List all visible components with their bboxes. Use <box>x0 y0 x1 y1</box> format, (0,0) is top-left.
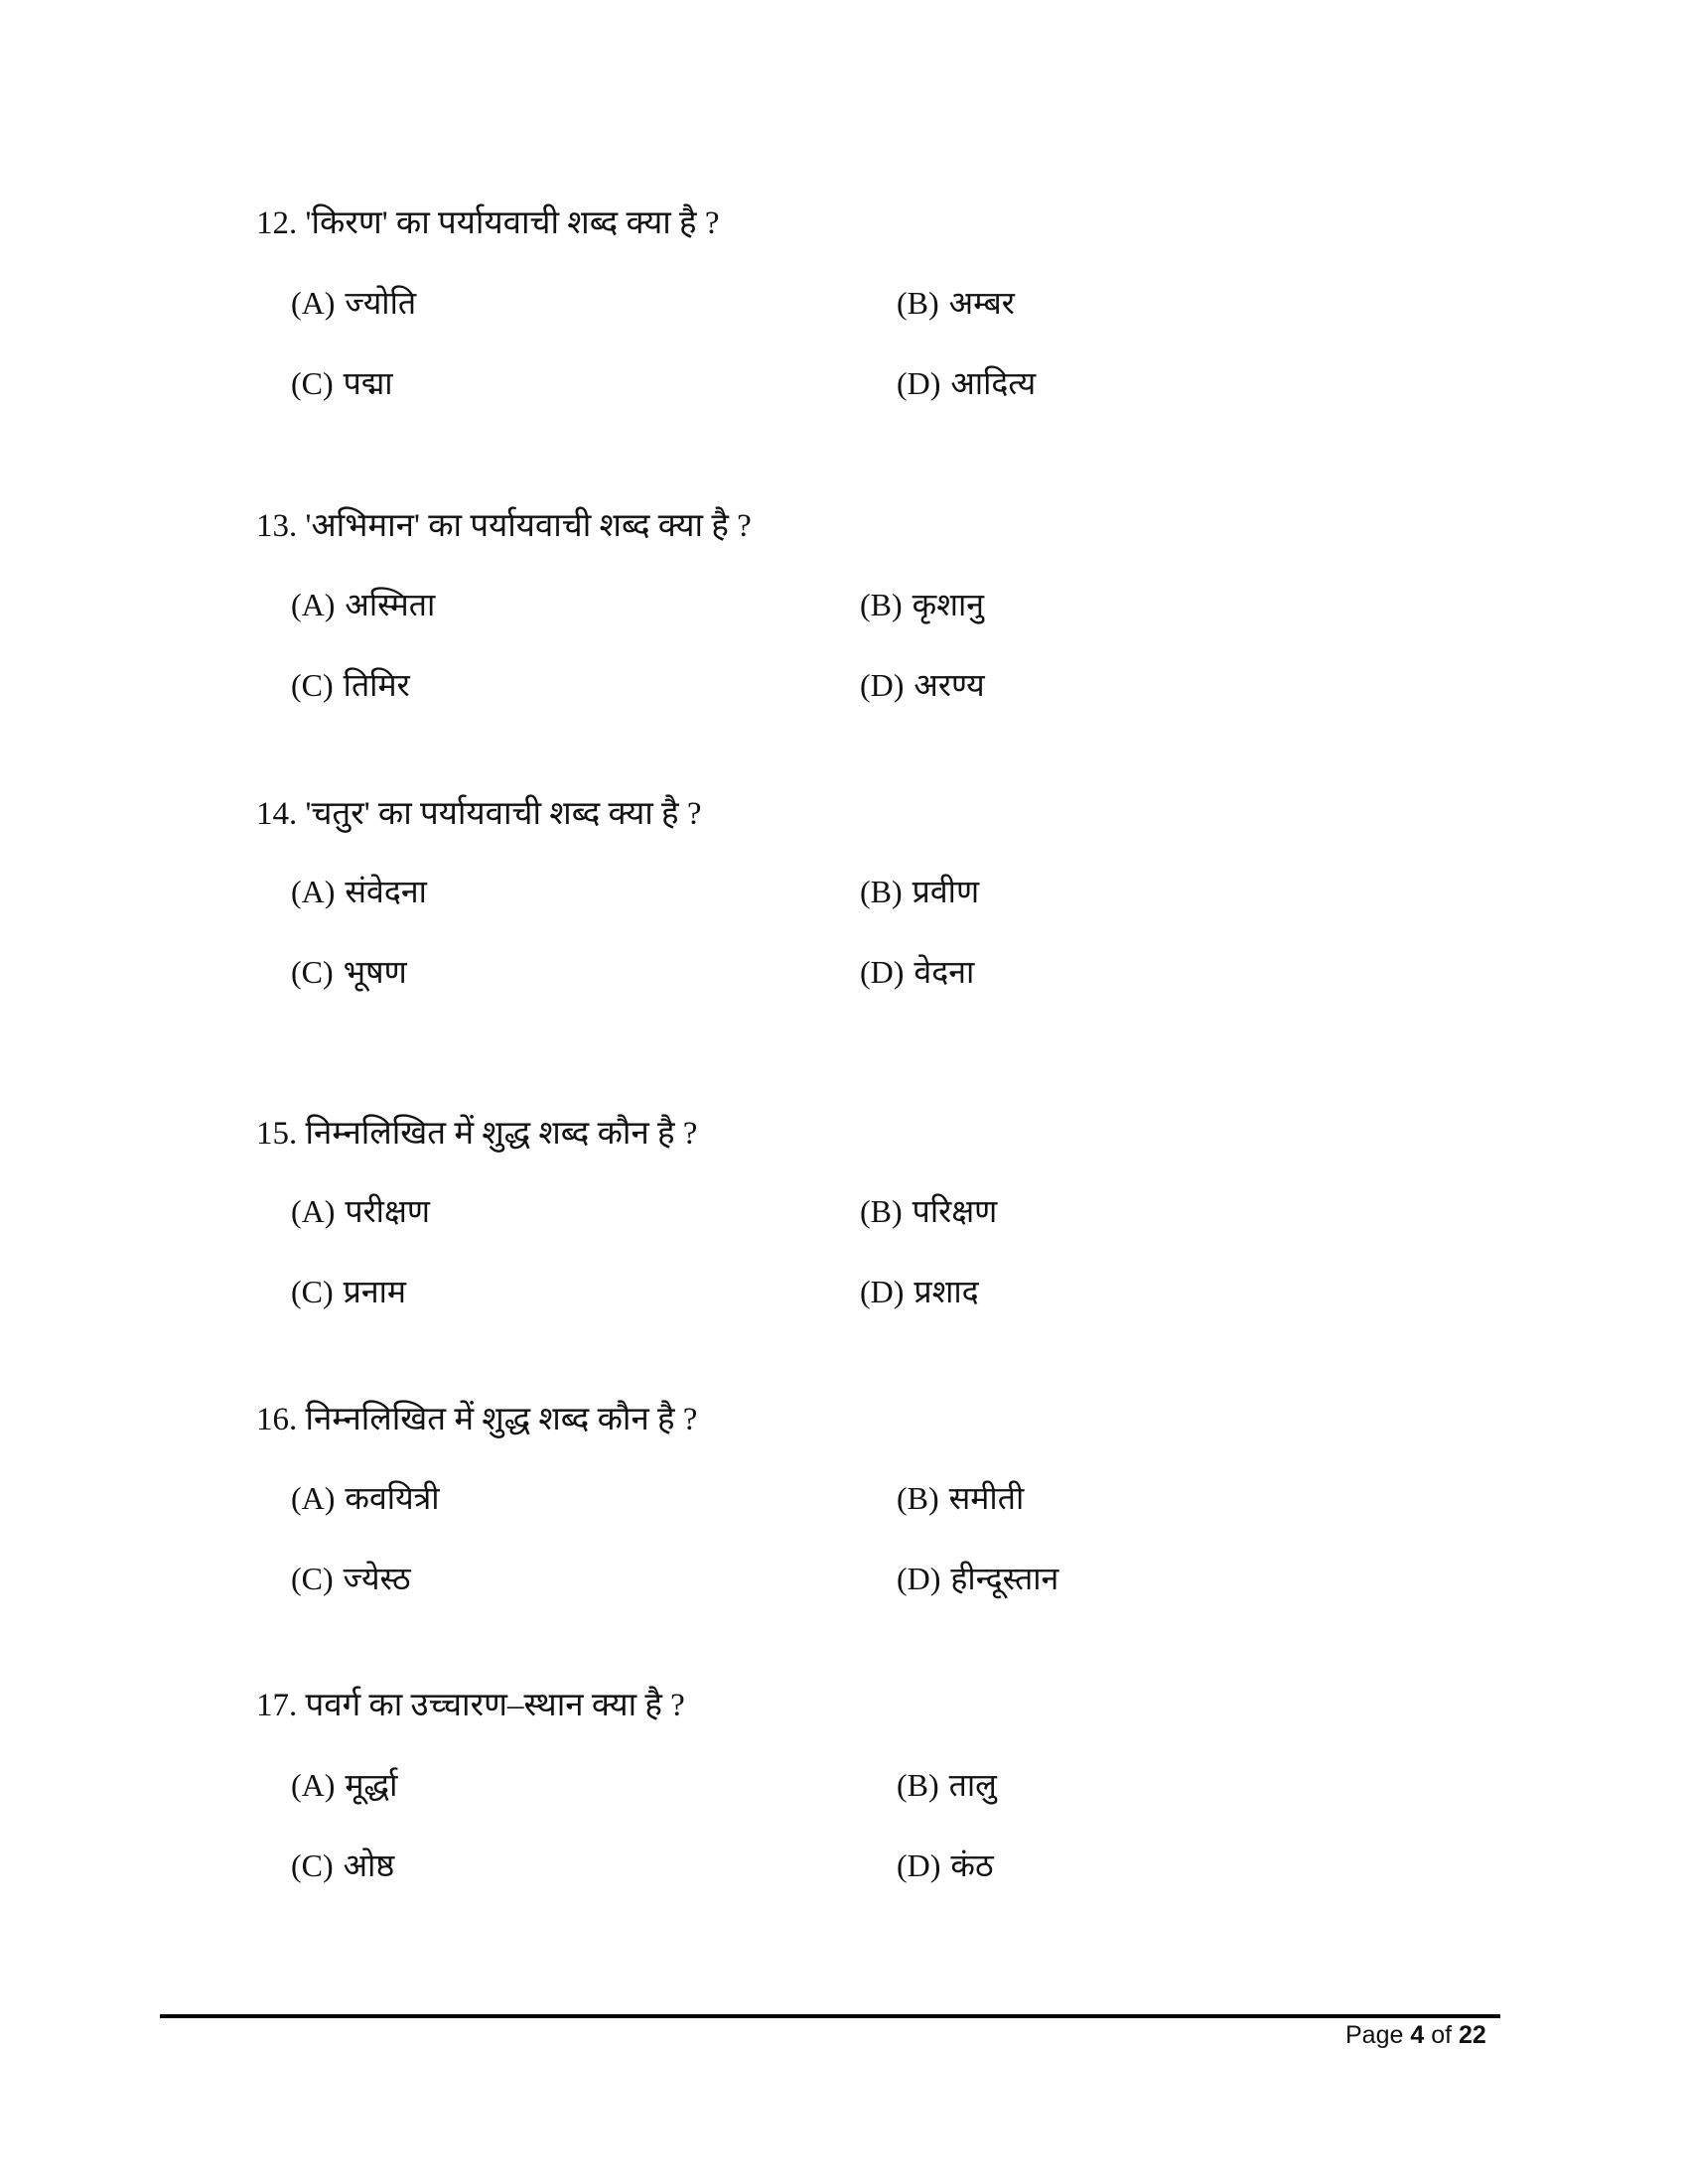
option-label: (D) <box>897 1561 941 1596</box>
option-label: (A) <box>291 1480 336 1516</box>
question-number: 16. <box>256 1402 298 1437</box>
question-17 <box>256 1681 685 1725</box>
option-text: समीती <box>948 1480 1025 1516</box>
option-text: तिमिर <box>343 667 410 703</box>
option-12-c <box>291 361 393 404</box>
option-label: (A) <box>291 1767 336 1803</box>
option-13-b <box>860 583 984 625</box>
option-label: (B) <box>860 874 903 909</box>
question-number: 12. <box>256 205 298 241</box>
option-15-d <box>860 1270 979 1312</box>
option-label: (C) <box>291 365 334 401</box>
total-pages: 22 <box>1459 2021 1486 2049</box>
question-text: निम्नलिखित में शुद्ध शब्द कौन है ? <box>305 1402 698 1437</box>
option-label: (A) <box>291 1193 336 1229</box>
question-14 <box>256 789 701 834</box>
option-17-b <box>897 1763 997 1806</box>
option-16-b <box>897 1476 1024 1519</box>
option-14-b <box>860 870 979 912</box>
option-14-a <box>291 870 427 912</box>
option-text: प्रनाम <box>343 1274 407 1309</box>
option-text: भूषण <box>343 954 407 990</box>
option-text: अरण्य <box>914 667 985 703</box>
option-12-a <box>291 281 416 324</box>
option-13-a <box>291 583 435 625</box>
option-13-c <box>291 663 410 706</box>
option-text: परीक्षण <box>345 1193 431 1229</box>
option-12-d <box>897 361 1036 404</box>
option-17-c <box>291 1843 394 1886</box>
option-text: ओष्ठ <box>343 1847 395 1883</box>
option-text: परिक्षण <box>912 1193 998 1229</box>
option-label: (C) <box>291 667 334 703</box>
option-15-c <box>291 1270 406 1312</box>
option-text: अस्मिता <box>345 587 436 622</box>
option-13-d <box>860 663 985 706</box>
option-label: (C) <box>291 1847 334 1883</box>
page-of: of <box>1431 2021 1453 2049</box>
footer-divider <box>160 2014 1500 2018</box>
question-text: पवर्ग का उच्चारण–स्थान क्या है ? <box>305 1688 685 1723</box>
option-text: मूर्द्धा <box>345 1767 398 1803</box>
question-text: 'अभिमान' का पर्यायवाची शब्द क्या है ? <box>305 508 752 544</box>
option-text: कृशानु <box>912 587 985 622</box>
option-text: पद्मा <box>343 365 393 401</box>
question-number: 14. <box>256 796 298 832</box>
question-number: 17. <box>256 1688 298 1723</box>
option-label: (B) <box>897 1767 939 1803</box>
question-text: 'किरण' का पर्यायवाची शब्द क्या है ? <box>305 205 720 241</box>
option-text: हीन्दूस्तान <box>950 1561 1059 1596</box>
question-16 <box>256 1395 697 1439</box>
option-text: संवेदना <box>345 874 427 909</box>
option-label: (A) <box>291 874 336 909</box>
option-label: (B) <box>897 285 939 321</box>
option-label: (B) <box>860 1193 903 1229</box>
page-prefix: Page <box>1345 2021 1404 2049</box>
option-text: तालु <box>948 1767 997 1803</box>
option-label: (D) <box>897 1847 941 1883</box>
option-label: (C) <box>291 1561 334 1596</box>
option-label: (D) <box>860 1274 905 1309</box>
option-text: आदित्य <box>950 365 1037 401</box>
page-number <box>1345 2021 1486 2050</box>
question-text: 'चतुर' का पर्यायवाची शब्द क्या है ? <box>305 796 702 832</box>
question-12 <box>256 199 719 243</box>
option-16-a <box>291 1476 440 1519</box>
option-14-d <box>860 950 974 993</box>
option-17-a <box>291 1763 397 1806</box>
option-label: (B) <box>860 587 903 622</box>
current-page: 4 <box>1410 2021 1425 2049</box>
option-label: (D) <box>860 954 905 990</box>
question-15 <box>256 1109 697 1154</box>
option-14-c <box>291 950 407 993</box>
option-15-b <box>860 1189 997 1232</box>
option-text: कंठ <box>950 1847 994 1883</box>
option-text: वेदना <box>914 954 975 990</box>
option-label: (D) <box>897 365 941 401</box>
option-label: (B) <box>897 1480 939 1516</box>
option-12-b <box>897 281 1015 324</box>
option-text: ज्येस्ठ <box>343 1561 411 1596</box>
option-16-c <box>291 1557 411 1599</box>
question-number: 15. <box>256 1116 298 1152</box>
question-13 <box>256 501 752 546</box>
option-text: अम्बर <box>948 285 1015 321</box>
option-text: प्रवीण <box>912 874 980 909</box>
option-16-d <box>897 1557 1058 1599</box>
option-text: ज्योति <box>345 285 417 321</box>
option-text: कवयित्री <box>345 1480 440 1516</box>
option-17-d <box>897 1843 994 1886</box>
option-label: (D) <box>860 667 905 703</box>
option-label: (C) <box>291 1274 334 1309</box>
option-15-a <box>291 1189 430 1232</box>
option-label: (A) <box>291 587 336 622</box>
option-label: (C) <box>291 954 334 990</box>
question-number: 13. <box>256 508 298 544</box>
option-label: (A) <box>291 285 336 321</box>
option-text: प्रशाद <box>914 1274 979 1309</box>
question-text: निम्नलिखित में शुद्ध शब्द कौन है ? <box>305 1116 698 1152</box>
